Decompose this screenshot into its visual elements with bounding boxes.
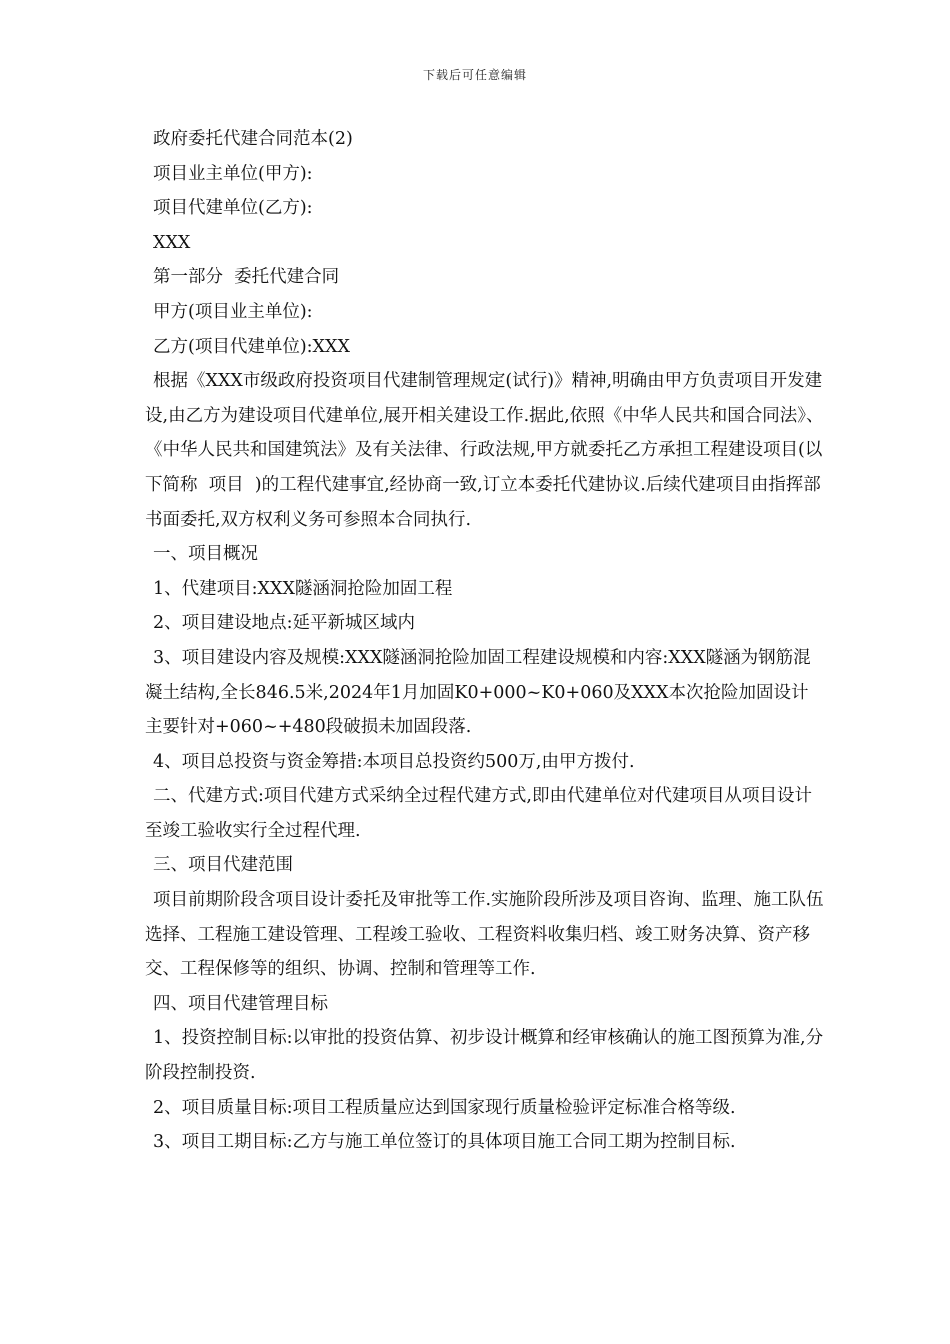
- owner-unit-line: 项目业主单位(甲方):: [153, 163, 313, 184]
- part-one-heading: 第一部分 委托代建合同: [153, 267, 340, 288]
- section-1-item-4: 4、项目总投资与资金筹措:本项目总投资约500万,由甲方拨付.: [153, 751, 635, 772]
- section-3-paragraph: 项目前期阶段含项目设计委托及审批等工作.实施阶段所涉及项目咨询、监理、施工队伍选择、工程施工建设管理、工程竣工验收、工程资料收集归档、竣工财务决算、资产移交、工程保修等的组织、协调、控制和管理等工作.: [145, 890, 824, 980]
- section-4-heading: 四、项目代建管理目标: [153, 993, 328, 1014]
- section-4-item-3: 3、项目工期目标:乙方与施工单位签订的具体项目施工合同工期为控制目标.: [153, 1132, 736, 1153]
- document-body: [145, 122, 825, 1160]
- section-4-item-1: 1、投资控制目标:以审批的投资估算、初步设计概算和经审核确认的施工图预算为准,分阶段控制投资.: [145, 1028, 824, 1084]
- document-title: 政府委托代建合同范本(2): [153, 129, 353, 149]
- section-3-heading: 三、项目代建范围: [153, 855, 293, 876]
- section-4-item-2: 2、项目质量目标:项目工程质量应达到国家现行质量检验评定标准合格等级.: [153, 1097, 736, 1118]
- page-header-note: 下载后可任意编辑: [422, 68, 527, 82]
- section-2-paragraph: 二、代建方式:项目代建方式采纳全过程代建方式,即由代建单位对代建项目从项目设计至竣工验收实行全过程代理.: [145, 786, 812, 841]
- section-1-item-3: 3、项目建设内容及规模:XXX隧涵洞抢险加固工程建设规模和内容:XXX隧涵为钢筋混凝土结构,全长846.5米,2024年1月加固K0+000~K0+060及XXX本次抢险加固设计主要针对+060~+480段破损未加固段落.: [145, 647, 811, 738]
- preamble-paragraph: 根据《XXX市级政府投资项目代建制管理规定(试行)》精神,明确由甲方负责项目开发建设,由乙方为建设项目代建单位,展开相关建设工作.据此,依照《中华人民共和国合同法》、《中华人民共和国建筑法》及有关法律、行政法规,甲方就委托乙方承担工程建设项目(以下简称 项目 )的工程代建事宜,经协商一致,订立本委托代建协议.后续代建项目由指挥部书面委托,双方权利义务可参照本合同执行.: [145, 371, 824, 530]
- section-1-heading: 一、项目概况: [153, 544, 258, 565]
- agent-unit-line: 项目代建单位(乙方):: [153, 198, 313, 219]
- section-1-item-1: 1、代建项目:XXX隧涵洞抢险加固工程: [153, 578, 453, 599]
- party-b-line: 乙方(项目代建单位):XXX: [153, 336, 350, 357]
- agent-name-line: XXX: [153, 232, 191, 253]
- party-a-line: 甲方(项目业主单位):: [153, 301, 313, 322]
- section-1-item-2: 2、项目建设地点:延平新城区域内: [153, 613, 416, 634]
